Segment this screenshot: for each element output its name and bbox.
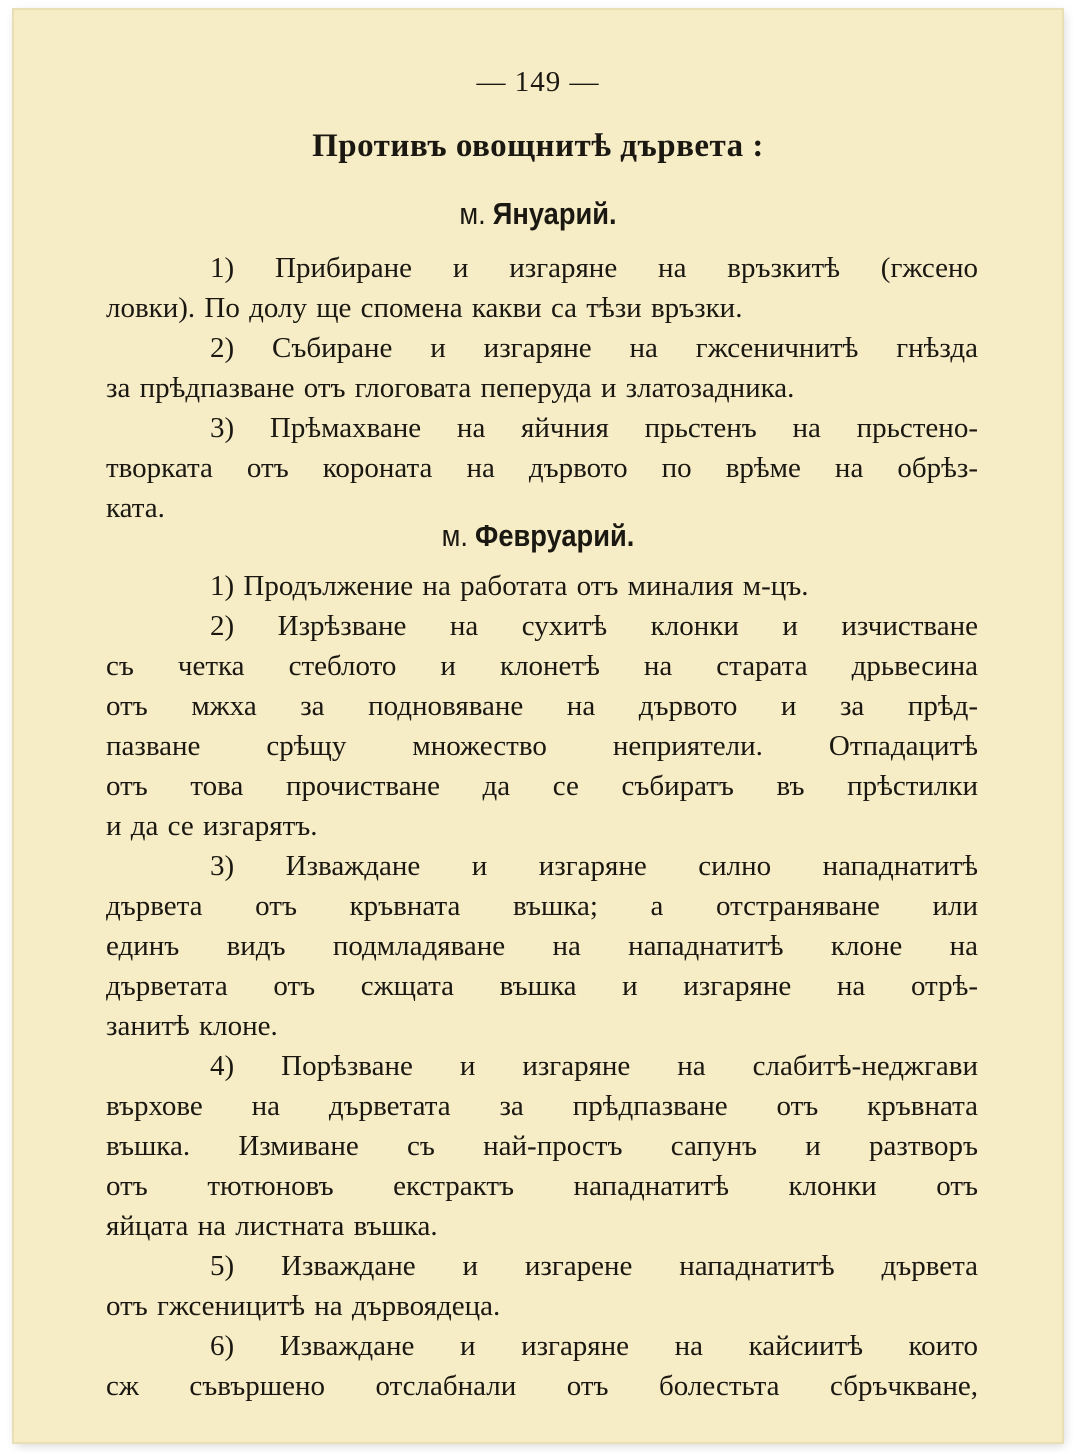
text-line: 3) Изваждане и изгаряне силно нападнатитѣ — [210, 850, 978, 882]
text-line: върхове на дърветата за прѣдпазване отъ кръвната — [106, 1090, 978, 1122]
month-prefix: м. — [441, 518, 468, 553]
month-heading-february — [77, 518, 999, 554]
text-line: за прѣдпазване отъ глоговата пеперуда и златозадника. — [106, 372, 795, 404]
february-text — [106, 566, 978, 1406]
page-number: — 149 — — [476, 66, 600, 98]
section-heading: Противъ овощнитѣ дървета : — [312, 128, 764, 164]
text-line: сж съвършено отслабнали отъ болестьта сбръчкване, — [106, 1370, 978, 1402]
month-heading-january — [77, 196, 999, 232]
text-line: пазване срѣщу множество неприятели. Отпадацитѣ — [106, 730, 978, 762]
text-line: отъ мжха за подновяване на дървото и за прѣд- — [106, 690, 978, 722]
text-line: отъ гжсеницитѣ на дървоядеца. — [106, 1290, 501, 1322]
text-line: 6) Изваждане и изгаряне на кайсиитѣ които — [210, 1330, 978, 1362]
text-line: дървета отъ кръвната въшка; а отстраняване или — [106, 890, 978, 922]
text-line: съ четка стеблото и клонетѣ на старата дрьвесина — [106, 650, 978, 682]
text-line: 1) Прибиране и изгаряне на връзкитѣ (гжсено — [210, 252, 978, 284]
text-line: ловки). По долу ще спомена какви са тѣзи връзки. — [106, 292, 743, 324]
january-text — [106, 248, 978, 528]
text-line: яйцата на листната въшка. — [106, 1210, 438, 1242]
text-line: 4) Порѣзване и изгаряне на слабитѣ-неджгави — [210, 1050, 978, 1082]
text-line: отъ тютюновъ екстрактъ нападнатитѣ клонки отъ — [106, 1170, 978, 1202]
text-line: 3) Прѣмахване на яйчния прьстенъ на прьстено- — [210, 412, 978, 444]
month-prefix: м. — [459, 196, 486, 231]
text-line: единъ видъ подмладяване на нападнатитѣ клоне на — [106, 930, 978, 962]
text-line: дърветата отъ сжщата въшка и изгаряне на отрѣ- — [106, 970, 978, 1002]
text-line: въшка. Измиване съ най-простъ сапунъ и разтворъ — [106, 1130, 978, 1162]
text-line: 2) Събиране и изгаряне на гжсеничнитѣ гнѣзда — [210, 332, 978, 364]
text-line: 2) Изрѣзване на сухитѣ клонки и изчистване — [210, 610, 978, 642]
text-line: и да се изгарятъ. — [106, 810, 318, 842]
text-line: творката отъ короната на дървото по врѣме на обрѣз- — [106, 452, 978, 484]
text-line: 1) Продължение на работата отъ миналия м-цъ. — [210, 570, 809, 602]
book-page — [14, 10, 1062, 1442]
text-line: 5) Изваждане и изгарене нападнатитѣ дървета — [210, 1250, 978, 1282]
month-name: Януарий. — [492, 196, 617, 231]
text-line: занитѣ клоне. — [106, 1010, 278, 1042]
text-line: ката. — [106, 492, 165, 524]
text-line: отъ това прочистване да се събиратъ въ прѣстилки — [106, 770, 978, 802]
month-name: Февруарий. — [475, 518, 635, 553]
